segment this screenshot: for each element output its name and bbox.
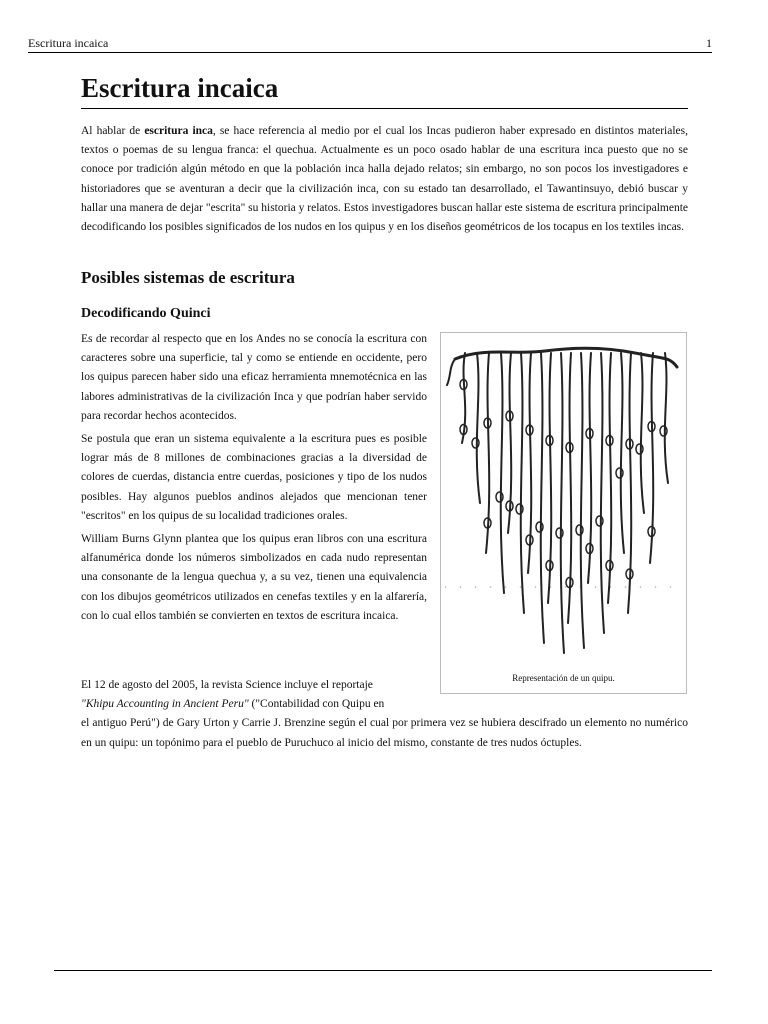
paragraph-combinations: Se postula que eran un sistema equivalente a la escritura pues es posible lograr más de 8 millones de combinaciones gracias a la diversidad de colores de cuerdas, distancia entre cuerdas, posiciones y tipo de los nudos posibles. Hay algunos pueblos andinos alejados que mencionan tener "escritos" en los quipus de su localidad tradiciones orales.: [81, 433, 427, 522]
pendant-cord: [521, 353, 524, 613]
footer-rule: [54, 970, 712, 971]
pendant-cord: [650, 353, 653, 563]
text-column: [81, 330, 427, 626]
pendant-cord: [641, 353, 644, 513]
last-paragraph-part2: ("Contabilidad con Quipu en: [248, 698, 385, 711]
last-paragraph-rest: el antiguo Perú") de Gary Urton y Carrie J. Brenzine según el cual por primera vez se hubiera descifrado un elemento no numérico en un quipu: un topónimo para el pueblo de Puruchuco al inicio del mismo, constante de tres nudos óctuples.: [81, 717, 688, 749]
knot: [660, 426, 667, 436]
figure-caption: Representación de un quipu.: [512, 673, 615, 683]
knot: [556, 528, 563, 538]
running-header: [28, 36, 712, 53]
cord-end: [447, 359, 455, 385]
last-paragraph-part1: El 12 de agosto del 2005, la revista Science incluye el reportaje: [81, 679, 373, 691]
pendant-cord: [665, 353, 668, 483]
intro-paragraph: [81, 122, 688, 237]
pendant-cord: [581, 353, 584, 648]
pendant-cord: [501, 353, 504, 593]
knot: [596, 516, 603, 526]
pendant-cord: [621, 353, 624, 553]
pendant-cord: [548, 353, 551, 603]
subsection-heading: Decodificando Quinci: [81, 306, 211, 321]
section-heading: Posibles sistemas de escritura: [81, 268, 295, 287]
pendant-cord: [528, 353, 531, 573]
pendant-cord: [462, 353, 465, 443]
quipu-figure: [440, 332, 687, 694]
intro-bold-term: escritura inca: [144, 125, 213, 137]
last-paragraph-line1: [81, 676, 427, 714]
knot: [576, 525, 583, 535]
pendant-cord: [601, 353, 604, 633]
knot: [616, 468, 623, 478]
pendant-cord: [568, 353, 571, 623]
page-title: Escritura incaica: [81, 70, 688, 109]
paragraph-glynn: William Burns Glynn plantea que los quipus eran libros con una escritura alfanumérica donde los números simbolizados en cada nudo representan una consonante de la lengua quechua y, a su vez, tienen una equivalencia con los dibujos geométricos utilizados en cenefas textiles y en la alfarería, con lo cual ellos también se convierten en textos de escritura incaica.: [81, 533, 427, 622]
pendant-cord: [561, 353, 564, 653]
intro-rest: , se hace referencia al medio por el cual los Incas pudieron haber expresado en distintos materiales, textos o poemas de su lengua franca: el quechua. Actualmente es un poco osado hablar de una escritura inca puesto que no se conoce por tradición algún método en que la población inca halla dejado relatos; sin embargo, no son pocos los investigadores e historiadores que se aventuran a decir que la civilización inca, con su estado tan desarrollado, el Tawantinsuyo, debió buscar y hallar una manera de dejar "escrita" su historia y relatos. Estos investigadores buscan hallar este sistema de escritura principalmente decodificando los posibles significados de los nudos en los quipus y en los diseños geométricos de los tocapus en los textiles incas.: [81, 125, 688, 234]
knot: [636, 444, 643, 454]
pendant-cord: [477, 353, 480, 503]
pendant-cord: [588, 353, 591, 583]
running-title: Escritura incaica: [28, 36, 109, 50]
knot: [496, 492, 503, 502]
intro-lead: Al hablar de: [81, 125, 145, 137]
pendant-cord: [486, 353, 489, 553]
knot: [516, 504, 523, 514]
pendant-cord: [608, 353, 611, 603]
last-paragraph: [81, 676, 688, 753]
paragraph-andes: Es de recordar al respecto que en los Andes no se conocía la escritura con caracteres sobre una superficie, tal y como se entiende en occidente, pero los quipus parecen haber sido una eficaz herramienta mnemotécnica en las labores administrativas de la civilización Inca y que podrían haber servido para recordar hechos acontecidos.: [81, 333, 427, 422]
pendant-cord: [508, 353, 511, 533]
quipu-illustration: [445, 337, 682, 667]
article-title: "Khipu Accounting in Ancient Peru": [81, 698, 249, 711]
pendant-cord: [628, 353, 631, 613]
knot: [536, 522, 543, 532]
knot: [472, 438, 479, 448]
pendant-cord: [541, 353, 544, 643]
page-number: 1: [706, 36, 712, 50]
